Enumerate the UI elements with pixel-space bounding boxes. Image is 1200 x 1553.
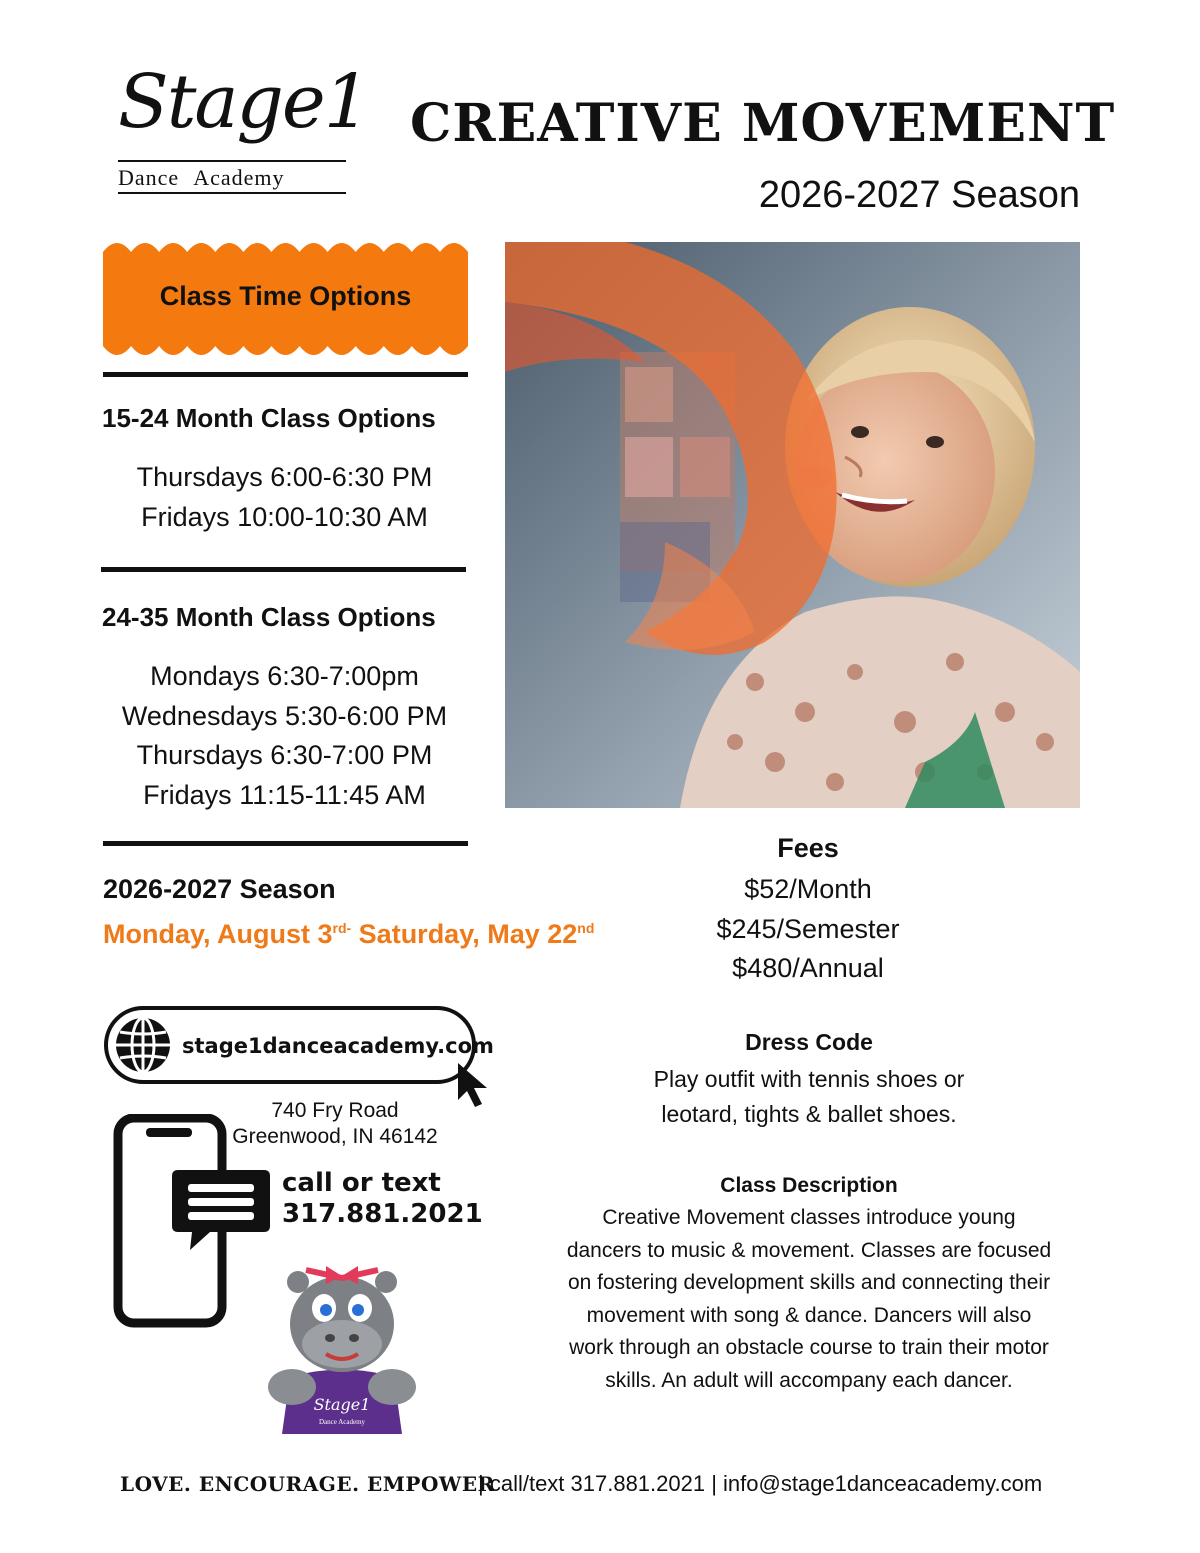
logo-dance: Dance: [118, 165, 180, 190]
page-title: CREATIVE MOVEMENT: [410, 93, 1116, 154]
child-dancer-photo: [505, 242, 1080, 808]
description-line: on fostering development skills and connecting their: [567, 1271, 1051, 1294]
dress-line: leotard, tights & ballet shoes.: [661, 1101, 957, 1127]
season-start-suffix: rd-: [332, 920, 352, 936]
divider-3: [103, 841, 468, 846]
time-slot: Thursdays 6:30-7:00 PM: [136, 740, 433, 770]
class-description-title: Class Description: [720, 1174, 898, 1197]
footer-motto: LOVE. ENCOURAGE. EMPOWER: [120, 1472, 495, 1496]
group1-times: [103, 458, 466, 537]
season-heading: 2026-2027 Season: [758, 174, 1080, 216]
season-dates: [103, 910, 594, 952]
fee-item: $245/Semester: [716, 913, 900, 944]
banner-label: Class Time Options: [159, 281, 412, 311]
description-line: skills. An adult will accompany each dancer.: [605, 1368, 1013, 1392]
mascot-shirt-logo: Stage1: [313, 1395, 371, 1414]
description-line: movement with song & dance. Dancers will also: [586, 1303, 1032, 1327]
time-slot: Thursdays 6:00-6:30 PM: [136, 462, 433, 492]
website-link[interactable]: stage1danceacademy.com: [182, 1034, 494, 1058]
dress-line: Play outfit with tennis shoes or: [653, 1066, 965, 1092]
fees-title: Fees: [777, 833, 839, 863]
description-line: work through an obstacle course to train their motor: [569, 1336, 1049, 1359]
dress-code-title: Dress Code: [745, 1029, 873, 1055]
time-slot: Wednesdays 5:30-6:00 PM: [121, 700, 448, 731]
address-line-2: Greenwood, IN 46142: [232, 1125, 438, 1148]
call-label: call or text: [282, 1168, 441, 1198]
logo-subtitle: [118, 165, 284, 191]
fee-item: $52/Month: [744, 874, 872, 904]
season-end-suffix: nd: [577, 920, 595, 936]
group2-title: 24-35 Month Class Options: [102, 602, 436, 632]
time-slot: Mondays 6:30-7:00pm: [150, 661, 419, 691]
logo-academy: Academy: [193, 165, 285, 190]
fees-list: [538, 870, 1078, 989]
dress-code-text: [538, 1062, 1080, 1132]
logo-divider: [118, 160, 346, 162]
phone-number[interactable]: 317.881.2021: [282, 1199, 483, 1229]
footer-contact[interactable]: | call/text 317.881.2021 | info@stage1danceacademy.com: [478, 1471, 1043, 1496]
description-line: Creative Movement classes introduce young: [602, 1206, 1016, 1229]
logo-script: Stage1: [118, 59, 369, 145]
hippo-mascot-image: [262, 1262, 422, 1434]
group2-times: [103, 657, 466, 815]
globe-icon: [112, 1014, 174, 1076]
mascot-shirt-subtitle: Dance Academy: [318, 1418, 366, 1426]
divider-1: [103, 372, 468, 377]
class-description-text: [538, 1202, 1080, 1397]
phone-message-icon: [112, 1114, 272, 1329]
fee-item: $480/Annual: [732, 953, 884, 983]
cursor-arrow-icon: [455, 1060, 495, 1110]
season-end: Saturday, May 22: [351, 919, 578, 949]
divider-2: [101, 567, 466, 572]
logo-underline: [118, 192, 346, 194]
group1-title: 15-24 Month Class Options: [102, 403, 436, 433]
address-line-1: 740 Fry Road: [271, 1099, 399, 1122]
time-slot: Fridays 11:15-11:45 AM: [143, 779, 426, 810]
season-start: Monday, August 3: [103, 919, 333, 949]
time-slot: Fridays 10:00-10:30 AM: [141, 501, 428, 532]
season-label: 2026-2027 Season: [103, 874, 336, 904]
description-line: dancers to music & movement. Classes are focused: [566, 1238, 1052, 1262]
call-block: [282, 1168, 483, 1230]
